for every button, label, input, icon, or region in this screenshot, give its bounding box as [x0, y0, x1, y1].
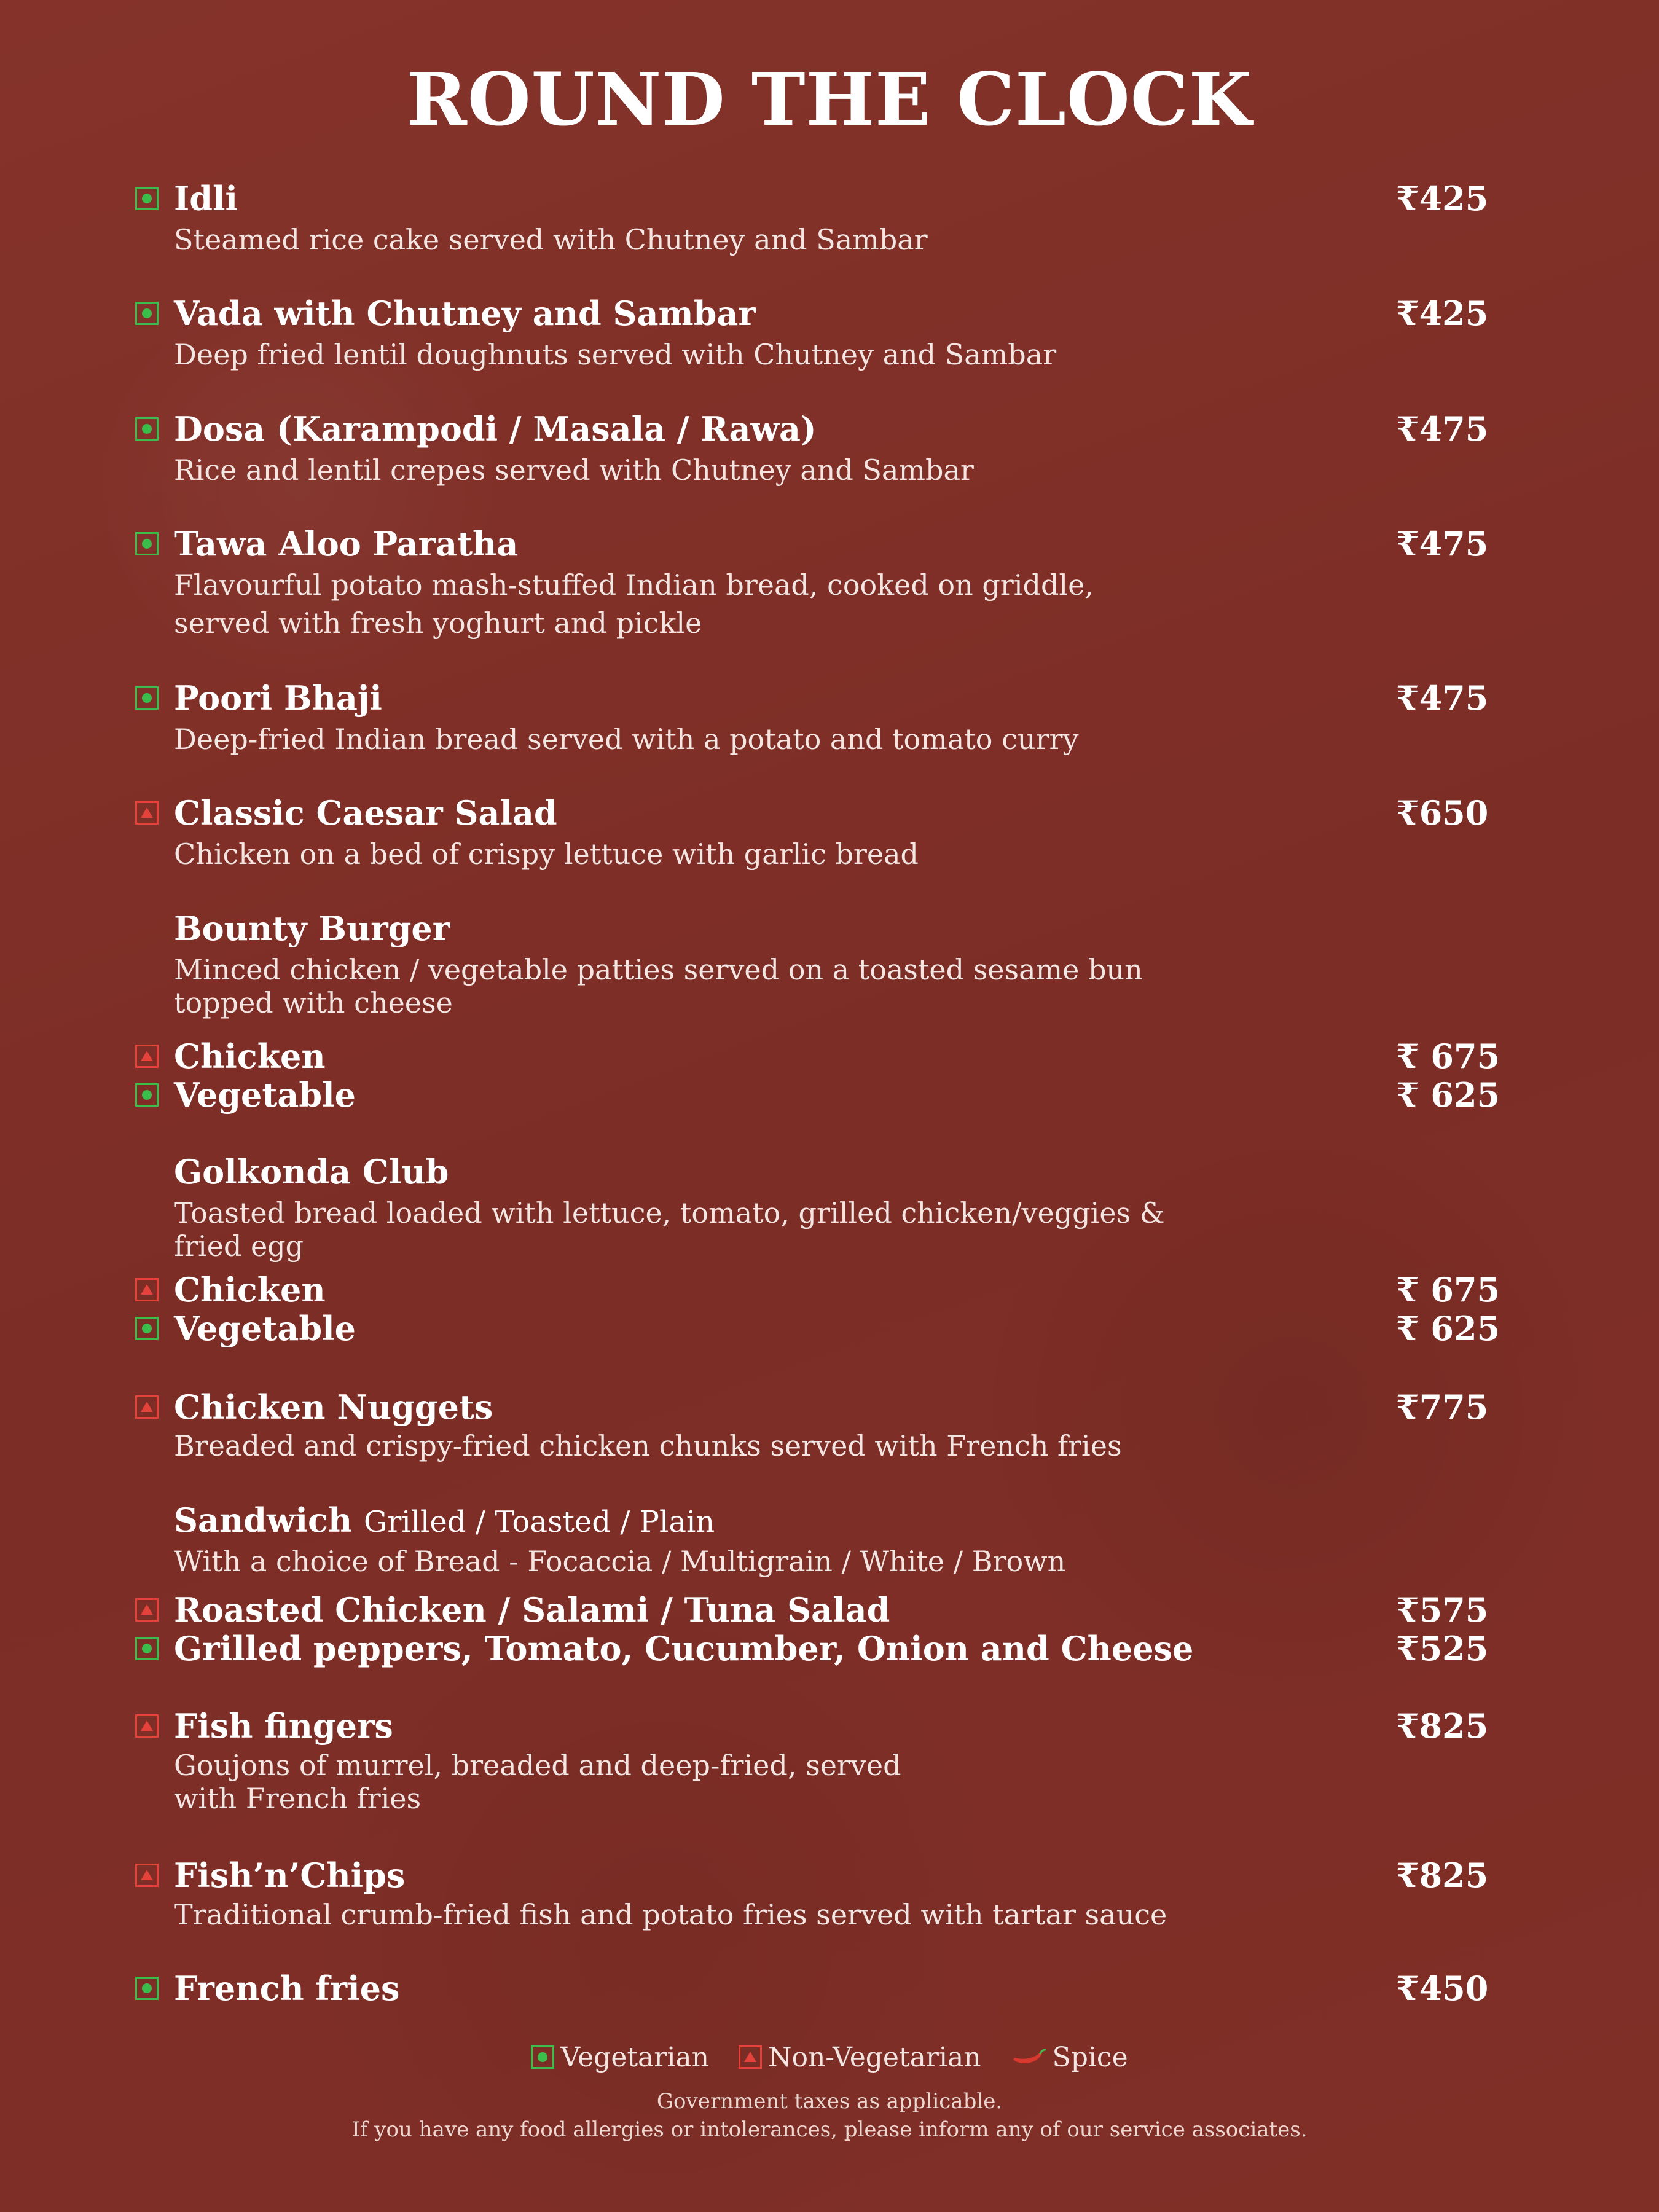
- non-veg-indicator-icon: [135, 1598, 159, 1622]
- item-name: Chicken Nuggets: [174, 1387, 493, 1427]
- option-name: Chicken: [174, 1270, 326, 1309]
- option-name: Chicken: [174, 1037, 326, 1076]
- item-description: served with fresh yoghurt and pickle: [174, 606, 702, 640]
- non-veg-indicator-icon: [739, 2045, 762, 2069]
- item-description: Flavourful potato mash-stuffed Indian bread, cooked on griddle,: [174, 568, 1094, 602]
- legend-non-vegetarian-label: Non-Vegetarian: [767, 2041, 981, 2073]
- item-description: Chicken on a bed of crispy lettuce with garlic bread: [174, 837, 919, 871]
- option-price: ₹575: [1396, 1590, 1489, 1630]
- option-name: Roasted Chicken / Salami / Tuna Salad: [174, 1590, 890, 1630]
- option-name: Vegetable: [174, 1075, 356, 1115]
- item-price: ₹475: [1396, 409, 1489, 449]
- item-name: Fish fingers: [174, 1706, 393, 1746]
- veg-indicator-icon: [135, 532, 159, 555]
- item-name: Classic Caesar Salad: [174, 793, 557, 833]
- non-veg-indicator-icon: [135, 801, 159, 825]
- legend-spice-label: Spice: [1052, 2041, 1128, 2073]
- veg-indicator-icon: [135, 1083, 159, 1107]
- option-name: Vegetable: [174, 1309, 356, 1348]
- veg-indicator-icon: [135, 686, 159, 710]
- item-price: ₹825: [1396, 1856, 1489, 1895]
- item-name: [174, 1500, 715, 1542]
- option-price: ₹ 675: [1396, 1037, 1500, 1076]
- item-description: Steamed rice cake served with Chutney and Sambar: [174, 223, 928, 256]
- item-description: topped with cheese: [174, 986, 453, 1019]
- allergy-note: If you have any food allergies or intolerances, please inform any of our service associates.: [351, 2117, 1308, 2142]
- legend-non-vegetarian: [739, 2042, 981, 2073]
- legend-vegetarian-label: Vegetarian: [560, 2041, 709, 2073]
- item-price: ₹475: [1396, 524, 1489, 563]
- option-price: ₹525: [1396, 1629, 1489, 1668]
- veg-indicator-icon: [135, 1317, 159, 1340]
- veg-indicator-icon: [135, 187, 159, 210]
- item-price: ₹425: [1396, 179, 1489, 218]
- item-price: ₹775: [1396, 1387, 1489, 1427]
- item-description: fried egg: [174, 1230, 304, 1263]
- veg-indicator-icon: [135, 417, 159, 441]
- item-price: ₹450: [1396, 1969, 1489, 2008]
- item-name: Bounty Burger: [174, 909, 450, 948]
- option-name: Grilled peppers, Tomato, Cucumber, Onion and Cheese: [174, 1629, 1194, 1668]
- page-title: ROUND THE CLOCK: [406, 57, 1253, 142]
- item-name: Dosa (Karampodi / Masala / Rawa): [174, 409, 817, 449]
- non-veg-indicator-icon: [135, 1864, 159, 1887]
- item-description: Deep fried lentil doughnuts served with Chutney and Sambar: [174, 338, 1057, 371]
- non-veg-indicator-icon: [135, 1714, 159, 1738]
- option-price: ₹ 675: [1396, 1270, 1500, 1309]
- non-veg-indicator-icon: [135, 1045, 159, 1068]
- item-description: With a choice of Bread - Focaccia / Multigrain / White / Brown: [174, 1545, 1066, 1578]
- veg-indicator-icon: [531, 2045, 554, 2069]
- item-name: Tawa Aloo Paratha: [174, 524, 519, 563]
- item-name: Idli: [174, 179, 238, 218]
- option-price: ₹ 625: [1396, 1309, 1500, 1348]
- item-name: Vada with Chutney and Sambar: [174, 294, 756, 333]
- item-description: Toasted bread loaded with lettuce, tomato, grilled chicken/veggies &: [174, 1196, 1165, 1230]
- item-price: ₹425: [1396, 294, 1489, 333]
- chili-pepper-icon: [1011, 2049, 1046, 2066]
- item-name: Fish’n’Chips: [174, 1856, 406, 1895]
- item-price: ₹475: [1396, 678, 1489, 718]
- legend-vegetarian: [531, 2042, 709, 2073]
- item-description: Rice and lentil crepes served with Chutney and Sambar: [174, 453, 974, 487]
- tax-note: Government taxes as applicable.: [656, 2089, 1003, 2114]
- diet-legend: [0, 2037, 1659, 2077]
- item-description: Minced chicken / vegetable patties served on a toasted sesame bun: [174, 953, 1143, 986]
- item-price: ₹825: [1396, 1706, 1489, 1746]
- item-description: Breaded and crispy-fried chicken chunks served with French fries: [174, 1429, 1122, 1462]
- non-veg-indicator-icon: [135, 1278, 159, 1301]
- item-price: ₹650: [1396, 793, 1489, 833]
- item-name: French fries: [174, 1969, 400, 2008]
- item-name-text: Sandwich: [174, 1500, 353, 1540]
- non-veg-indicator-icon: [135, 1395, 159, 1419]
- legend-spice: [1011, 2042, 1128, 2073]
- item-description: Deep-fried Indian bread served with a potato and tomato curry: [174, 723, 1079, 756]
- item-description: with French fries: [174, 1782, 422, 1815]
- item-name: Poori Bhaji: [174, 678, 382, 718]
- item-description: Goujons of murrel, breaded and deep-fried, served: [174, 1749, 901, 1782]
- veg-indicator-icon: [135, 1977, 159, 2000]
- option-price: ₹ 625: [1396, 1075, 1500, 1115]
- item-variants: Grilled / Toasted / Plain: [363, 1505, 715, 1539]
- item-description: Traditional crumb-fried fish and potato fries served with tartar sauce: [174, 1898, 1167, 1931]
- veg-indicator-icon: [135, 1637, 159, 1660]
- item-name: Golkonda Club: [174, 1152, 449, 1191]
- veg-indicator-icon: [135, 302, 159, 325]
